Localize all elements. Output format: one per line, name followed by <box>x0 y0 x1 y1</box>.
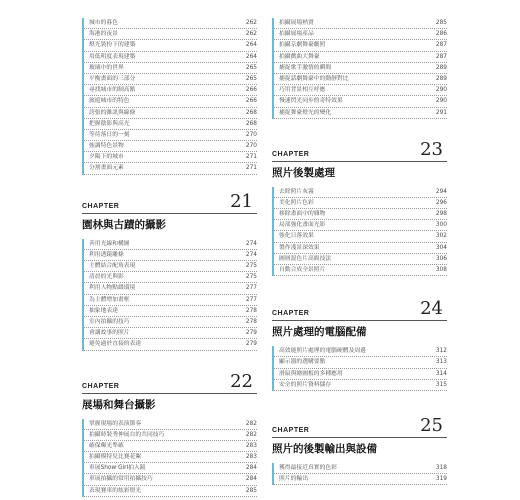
toc-entry <box>84 261 257 272</box>
toc-entry <box>274 198 447 209</box>
chapter-rule <box>272 437 447 438</box>
toc-entry <box>84 328 257 339</box>
toc-entry <box>274 220 447 231</box>
toc-entry <box>84 96 257 107</box>
toc-entry <box>84 108 257 119</box>
toc-entry-title: 局部強化畫面光影 <box>279 222 326 229</box>
toc-entry-title: 捕捉歌手激情的瞬間 <box>279 64 332 71</box>
toc-list-chapter-23 <box>272 187 447 277</box>
toc-entry-page: 265 <box>245 75 257 82</box>
toc-entry <box>274 346 447 357</box>
chapter-label: CHAPTER <box>272 310 310 318</box>
toc-list-chapter-21 <box>82 239 257 351</box>
toc-entry-page: 284 <box>245 476 257 483</box>
toc-entry-page: 319 <box>435 476 447 483</box>
toc-entry <box>274 108 447 119</box>
toc-entry <box>84 52 257 63</box>
toc-entry-title: 避免過於直接的表達 <box>89 341 142 348</box>
right-column <box>272 18 447 485</box>
chapter-label: CHAPTER <box>82 382 120 390</box>
toc-entry-title: 海港的夜景 <box>89 31 118 38</box>
toc-entry-page: 268 <box>245 120 257 127</box>
toc-entry-title: 巧用背景相互呼應 <box>279 87 326 94</box>
toc-entry <box>274 74 447 85</box>
toc-entry-title: 拍攝模特兒比賽花絮 <box>89 454 142 461</box>
toc-entry-page: 268 <box>245 109 257 116</box>
toc-entry-title: 拍攝戲曲大舞臺 <box>279 53 320 60</box>
toc-list-chapter-24 <box>272 346 447 391</box>
chapter-title: 照片後製處理 <box>272 166 335 179</box>
toc-entry-page: 291 <box>435 109 447 116</box>
toc-entry-page: 278 <box>245 318 257 325</box>
toc-entry-title: 拍攝時裝秀伸展台的共同技巧 <box>89 431 165 438</box>
toc-list-chapter-22 <box>82 419 257 497</box>
toc-entry-page: 275 <box>245 263 257 269</box>
toc-entry-page: 285 <box>435 20 447 26</box>
toc-entry-title: 拍攝展場熱賣 <box>279 20 314 26</box>
toc-entry <box>84 452 257 463</box>
toc-entry-title: 為主體增加畫框 <box>89 296 130 303</box>
toc-entry-page: 318 <box>435 464 447 471</box>
toc-entry <box>84 486 257 497</box>
chapter-number: 21 <box>230 190 253 212</box>
toc-entry-page: 296 <box>435 199 447 206</box>
toc-entry-page: 290 <box>435 98 447 105</box>
toc-entry-title: 拍攝京劇舞臺劇照 <box>279 42 326 49</box>
toc-entry <box>274 380 447 391</box>
toc-entry <box>274 96 447 107</box>
toc-entry-page: 274 <box>245 251 257 258</box>
toc-entry-title: 用低明度表現建築 <box>89 53 136 60</box>
toc-entry-page: 282 <box>245 420 257 427</box>
toc-entry <box>84 295 257 306</box>
toc-entry <box>84 85 257 96</box>
chapter-title: 照片的後製輸出與設備 <box>272 442 377 455</box>
toc-entry <box>274 52 447 63</box>
toc-entry-page: 271 <box>245 154 257 161</box>
toc-entry <box>84 130 257 141</box>
toc-entry-page: 312 <box>435 348 447 355</box>
toc-entry-page: 277 <box>245 296 257 303</box>
toc-entry <box>84 441 257 452</box>
toc-entry-title: 自動合成全景照片 <box>279 267 326 273</box>
toc-entry-page: 286 <box>435 31 447 38</box>
toc-entry-title: 利用透鏡雕條 <box>89 251 124 258</box>
toc-entry-title: 平衡畫面的三部分 <box>89 75 136 82</box>
toc-entry <box>274 231 447 242</box>
toc-entry-page: 264 <box>245 53 257 60</box>
toc-entry-page: 265 <box>245 64 257 71</box>
chapter-title: 展場和舞台攝影 <box>82 398 156 411</box>
toc-entry-title: 玻璃中的世界 <box>89 64 124 71</box>
toc-entry <box>84 239 257 250</box>
toc-entry-title: 車展Show Girl拍入鏡 <box>89 465 146 472</box>
chapter-rule <box>82 393 257 394</box>
toc-entry <box>274 357 447 368</box>
toc-entry-page: 279 <box>245 341 257 348</box>
toc-entry <box>84 141 257 152</box>
toc-entry-title: 高效能照片處理的電腦硬體及周邊 <box>279 348 366 355</box>
chapter-rule <box>82 213 257 214</box>
chapter-21-header <box>82 189 257 231</box>
toc-entry <box>84 419 257 430</box>
toc-entry-title: 慢速閃光同步的奇特效果 <box>279 98 343 105</box>
toc-entry <box>274 40 447 51</box>
toc-entry <box>84 152 257 163</box>
toc-entry <box>84 63 257 74</box>
chapter-label: CHAPTER <box>272 150 310 158</box>
toc-list-left-top <box>82 18 257 175</box>
toc-entry-page: 262 <box>245 31 257 38</box>
toc-entry-title: 製作淺景深效果 <box>279 244 320 251</box>
chapter-number: 25 <box>420 414 443 436</box>
toc-entry-title: 滑鼠與繪圖板的多種應用 <box>279 370 343 377</box>
toc-entry-page: 283 <box>245 442 257 449</box>
toc-entry-title: 圖層混色片高級技法 <box>279 255 332 262</box>
toc-entry-title: 強調特色景物 <box>89 143 124 150</box>
toc-entry-page: 302 <box>435 233 447 240</box>
toc-entry-title: 去除照片灰霧 <box>279 188 314 195</box>
chapter-25-header <box>272 413 447 455</box>
toc-entry-page: 270 <box>245 143 257 150</box>
toc-list-right-top <box>272 18 447 119</box>
chapter-label: CHAPTER <box>272 426 310 434</box>
toc-entry-title: 抽象地表達 <box>89 307 118 314</box>
toc-entry <box>274 85 447 96</box>
toc-entry <box>84 74 257 85</box>
toc-entry-page: 290 <box>435 87 447 94</box>
toc-entry-page: 289 <box>435 75 447 82</box>
toc-entry-title: 捕捉話劇舞臺中的動靜對比 <box>279 75 349 82</box>
toc-entry-page: 289 <box>435 64 447 71</box>
toc-entry <box>274 187 447 198</box>
toc-entry-page: 287 <box>435 53 447 60</box>
chapter-24-header <box>272 296 447 339</box>
toc-page <box>82 18 454 494</box>
toc-entry-title: 獲得最接近真實的色彩 <box>279 464 337 471</box>
toc-entry-title: 捕捉舞臺燈光的變化 <box>279 109 332 116</box>
left-column <box>82 18 257 497</box>
toc-entry <box>84 272 257 283</box>
toc-entry-page: 294 <box>435 188 447 195</box>
toc-entry-title: 室內拍攝的技巧 <box>89 318 130 325</box>
toc-entry-title: 拍攝展場產品 <box>279 31 314 38</box>
toc-entry-page: 282 <box>245 431 257 438</box>
toc-entry-title: 會講故事的照片 <box>89 330 130 337</box>
toc-entry <box>84 283 257 294</box>
toc-entry-title: 顯示器的選購要點 <box>279 359 326 366</box>
toc-entry <box>274 265 447 276</box>
toc-entry-title: 照片的輸出 <box>279 476 308 483</box>
toc-entry-page: 314 <box>435 370 447 377</box>
toc-entry-title: 城市的暮色 <box>89 20 118 26</box>
toc-entry <box>84 163 257 174</box>
toc-entry <box>274 209 447 220</box>
toc-entry <box>84 463 257 474</box>
toc-entry-page: 279 <box>245 330 257 337</box>
chapter-rule <box>272 320 447 321</box>
toc-entry <box>84 339 257 350</box>
toc-entry-page: 277 <box>245 285 257 292</box>
toc-entry-title: 安全的照片資料儲存 <box>279 381 332 388</box>
toc-entry-page: 271 <box>245 165 257 172</box>
toc-entry-title: 誇張的雜訊與線條 <box>89 109 136 116</box>
chapter-number: 22 <box>230 370 253 392</box>
toc-entry-title: 確保曝光準確 <box>89 442 124 449</box>
toc-entry <box>84 474 257 485</box>
toc-entry-page: 304 <box>435 244 447 251</box>
toc-entry-page: 285 <box>245 487 257 494</box>
toc-entry-page: 284 <box>245 465 257 472</box>
toc-entry-title: 把握陰影與高光 <box>89 120 130 127</box>
toc-entry <box>274 18 447 29</box>
toc-entry <box>274 463 447 474</box>
chapter-22-header <box>82 369 257 411</box>
toc-entry-page: 313 <box>435 359 447 366</box>
toc-entry <box>84 306 257 317</box>
toc-entry-title: 清晨的光與影 <box>89 274 124 281</box>
chapter-number: 23 <box>420 138 443 160</box>
toc-entry-page: 266 <box>245 98 257 105</box>
toc-entry <box>84 119 257 130</box>
toc-entry <box>274 369 447 380</box>
toc-entry-page: 308 <box>435 267 447 273</box>
toc-entry <box>84 29 257 40</box>
chapter-23-header <box>272 137 447 179</box>
toc-entry <box>274 29 447 40</box>
toc-entry <box>84 317 257 328</box>
toc-entry-title: 車展拍攝的常用拍攝技巧 <box>89 476 153 483</box>
toc-entry <box>274 243 447 254</box>
toc-entry-title: 強化日落效果 <box>279 233 314 240</box>
chapter-number: 24 <box>420 298 443 320</box>
toc-entry-title: 移除畫面中的雜物 <box>279 211 326 218</box>
toc-entry-page: 270 <box>245 131 257 138</box>
toc-entry <box>274 63 447 74</box>
toc-entry-page: 306 <box>435 255 447 262</box>
toc-entry-title: 善用光線和構圖 <box>89 240 130 247</box>
toc-list-chapter-25 <box>272 463 447 485</box>
chapter-label: CHAPTER <box>82 202 120 210</box>
toc-entry <box>84 430 257 441</box>
toc-entry-title: 旅遊城市的特色 <box>89 98 130 105</box>
toc-entry-page: 278 <box>245 307 257 314</box>
toc-entry-page: 283 <box>245 454 257 461</box>
toc-entry-page: 275 <box>245 274 257 281</box>
toc-entry-title: 分割畫面元素 <box>89 165 124 172</box>
toc-entry <box>84 250 257 261</box>
toc-entry <box>274 474 447 485</box>
toc-entry <box>84 40 257 51</box>
toc-entry <box>274 254 447 265</box>
toc-entry-title: 掌握現場的表演節奏 <box>89 420 142 427</box>
toc-entry-title: 表現賽車的炫彩燈光 <box>89 487 142 494</box>
toc-entry-title: 主體結合配角表現 <box>89 263 136 269</box>
toc-entry-title: 美化照片色彩 <box>279 199 314 206</box>
toc-entry-page: 298 <box>435 211 447 218</box>
toc-entry-title: 等待落日的一刻 <box>89 131 130 138</box>
chapter-rule <box>272 161 447 162</box>
toc-entry-page: 266 <box>245 87 257 94</box>
toc-entry-title: 夕陽下的城市 <box>89 154 124 161</box>
toc-entry-page: 315 <box>435 381 447 388</box>
toc-entry-title: 燈光裝扮下的建築 <box>89 42 136 49</box>
chapter-title: 園林與古蹟的攝影 <box>82 218 166 231</box>
toc-entry <box>84 18 257 29</box>
toc-entry-title: 尋找城市的制高點 <box>89 87 136 94</box>
chapter-title: 照片處理的電腦配備 <box>272 326 367 339</box>
toc-entry-page: 287 <box>435 42 447 49</box>
toc-entry-page: 262 <box>245 20 257 26</box>
toc-entry-title: 利用人物點綴環境 <box>89 285 136 292</box>
toc-entry-page: 264 <box>245 42 257 49</box>
toc-entry-page: 300 <box>435 222 447 229</box>
toc-entry-page: 274 <box>245 240 257 247</box>
